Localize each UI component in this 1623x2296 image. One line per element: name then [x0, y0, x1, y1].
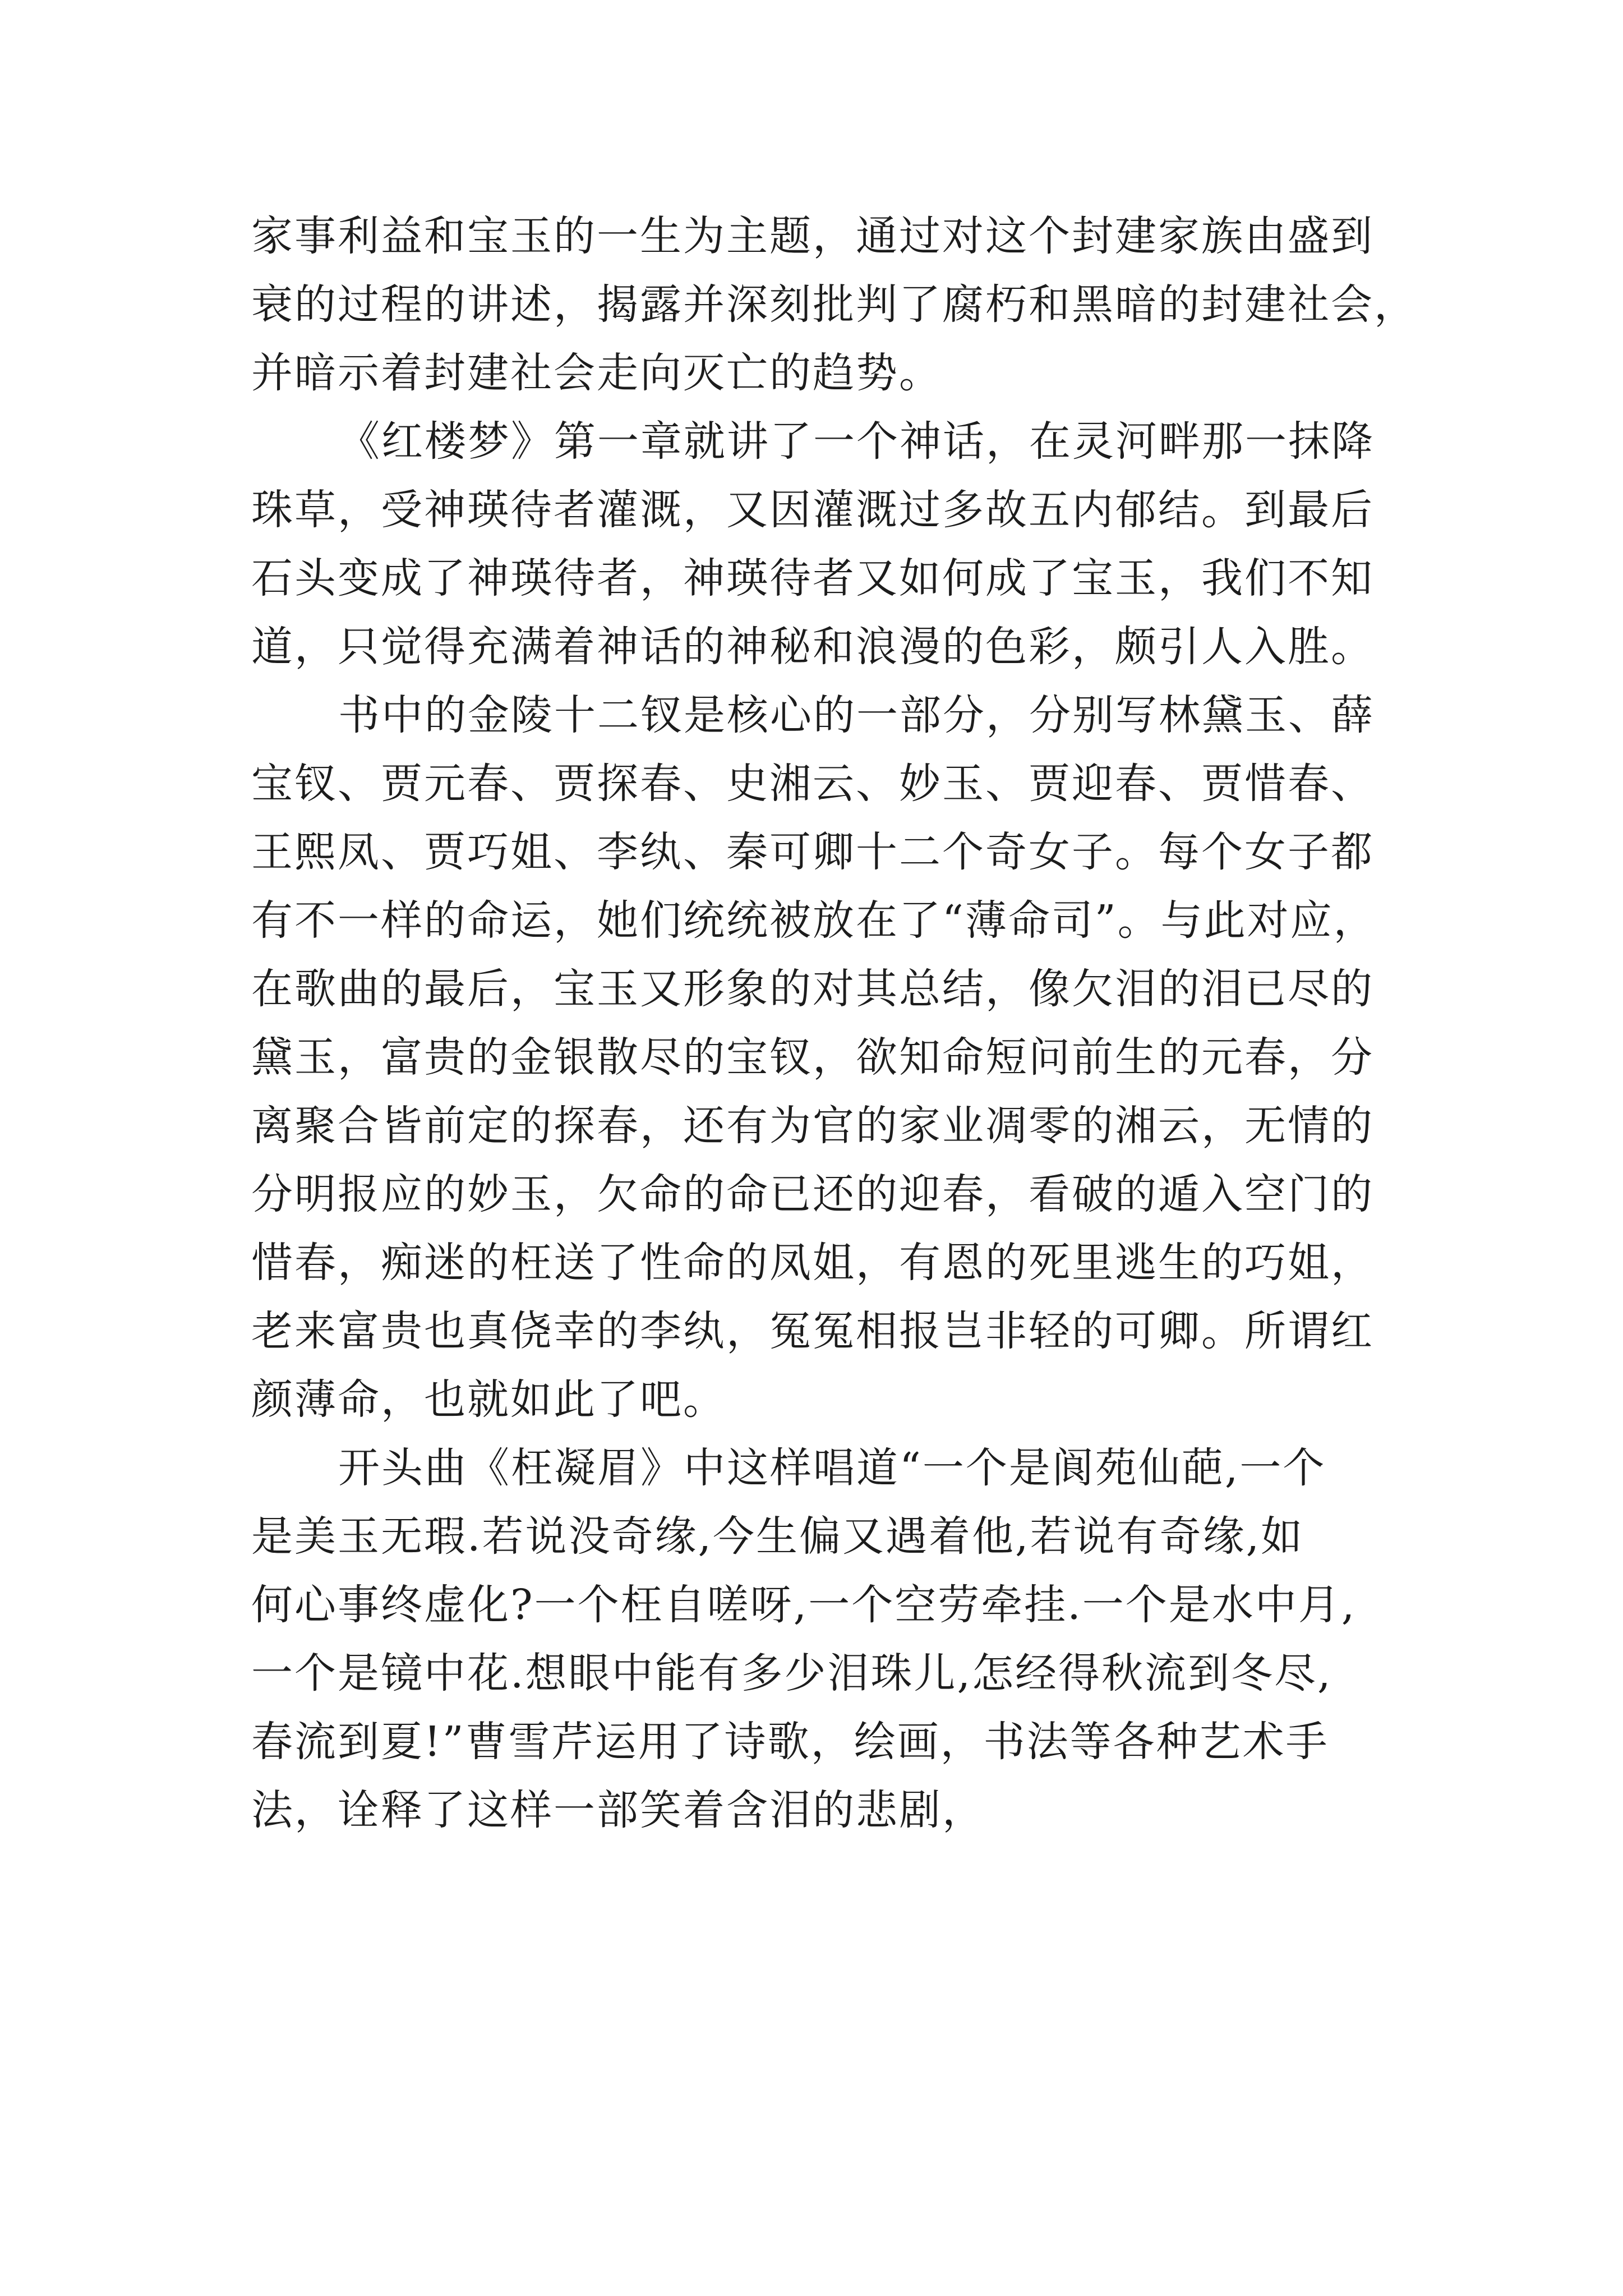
text-line: 王熙凤、贾巧姐、李纨、秦可卿十二个奇女子。每个女子都	[251, 828, 1374, 876]
text-line: 法，诠释了这样一部笑着含泪的悲剧，	[251, 1786, 985, 1834]
text-line: 惜春，痴迷的枉送了性命的凤姐，有恩的死里逃生的巧姐，	[251, 1239, 1374, 1287]
text-line: 并暗示着封建社会走向灭亡的趋势。	[251, 349, 942, 397]
text-line: 宝钗、贾元春、贾探春、史湘云、妙玉、贾迎春、贾惜春、	[251, 760, 1374, 808]
text-line: 分明报应的妙玉，欠命的命已还的迎春，看破的遁入空门的	[251, 1170, 1374, 1218]
text-line: 珠草，受神瑛待者灌溉，又因灌溉过多故五内郁结。到最后	[251, 486, 1374, 534]
text-line: 何心事终虚化?一个枉自嗟呀,一个空劳牵挂.一个是水中月,	[251, 1581, 1357, 1629]
text-line: 在歌曲的最后，宝玉又形象的对其总结，像欠泪的泪已尽的	[251, 965, 1374, 1013]
text-line: 有不一样的命运，她们统统被放在了“薄命司”。与此对应，	[251, 896, 1377, 945]
text-line: 春流到夏!”曹雪芹运用了诗歌，绘画，书法等各种艺术手	[251, 1718, 1329, 1766]
paragraph-2	[251, 407, 1384, 681]
text-line: 家事利益和宝玉的一生为主题，通过对这个封建家族由盛到	[251, 212, 1374, 260]
text-line: 书中的金陵十二钗是核心的一部分，分别写林黛玉、薛	[338, 691, 1375, 739]
paragraph-1	[251, 202, 1417, 407]
text-line: 一个是镜中花.想眼中能有多少泪珠儿,怎经得秋流到冬尽,	[251, 1649, 1332, 1697]
paragraph-4	[251, 1434, 1384, 1844]
text-line: 开头曲《枉凝眉》中这样唱道“一个是阆苑仙葩,一个	[338, 1444, 1326, 1492]
text-line: 颜薄命，也就如此了吧。	[251, 1375, 726, 1424]
text-line: 道，只觉得充满着神话的神秘和浪漫的色彩，颇引人入胜。	[251, 623, 1374, 671]
text-line: 衰的过程的讲述，揭露并深刻批判了腐朽和黑暗的封建社会，	[251, 280, 1417, 329]
document-body	[251, 202, 1417, 1844]
text-line: 黛玉，富贵的金银散尽的宝钗，欲知命短问前生的元春，分	[251, 1033, 1374, 1082]
text-line: 是美玉无瑕.若说没奇缘,今生偏又遇着他,若说有奇缘,如	[251, 1512, 1304, 1561]
text-line: 离聚合皆前定的探春，还有为官的家业凋零的湘云，无情的	[251, 1102, 1374, 1150]
text-line: 石头变成了神瑛待者，神瑛待者又如何成了宝玉，我们不知	[251, 554, 1374, 602]
text-line: 《红楼梦》第一章就讲了一个神话，在灵河畔那一抹降	[338, 417, 1375, 466]
text-line: 老来富贵也真侥幸的李纨，冤冤相报岂非轻的可卿。所谓红	[251, 1307, 1374, 1355]
paragraph-3	[251, 681, 1384, 1434]
